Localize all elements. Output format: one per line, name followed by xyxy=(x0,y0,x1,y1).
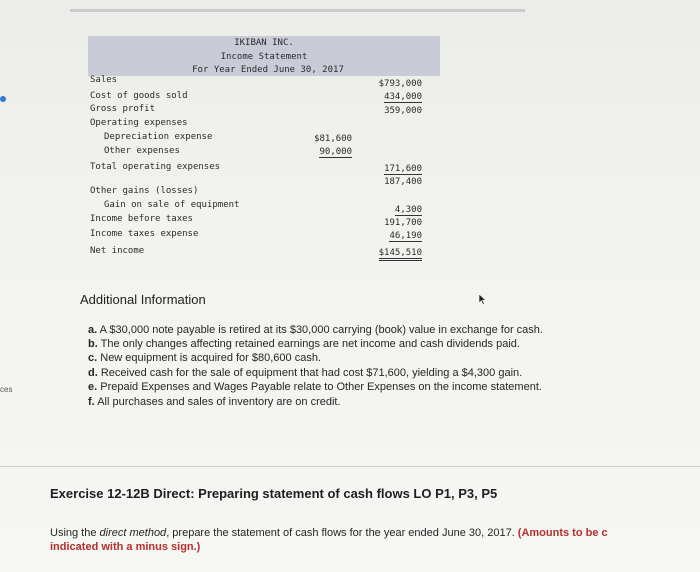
statement-period: For Year Ended June 30, 2017 xyxy=(192,65,344,75)
sales-amount: $793,000 xyxy=(378,79,422,89)
gain-sale-amount: 4,300 xyxy=(394,205,422,215)
exercise-instruction: Using the direct method, prepare the statement of cash flows for the year ended June 30, 2017. (Amounts to be c xyxy=(50,527,608,539)
exercise-instruction-note: indicated with a minus sign.) xyxy=(50,541,201,553)
income-before-taxes-label: Income before taxes xyxy=(90,214,193,224)
info-item-e: e. Prepaid Expenses and Wages Payable relate to Other Expenses on the income statement. xyxy=(88,381,542,393)
info-item-d: d. Received cash for the sale of equipment that had cost $71,600, yielding a $4,300 gain. xyxy=(88,367,523,379)
depreciation-label: Depreciation expense xyxy=(104,132,213,142)
info-item-f: f. All purchases and sales of inventory are on credit. xyxy=(88,396,341,408)
total-opex-label: Total operating expenses xyxy=(90,162,221,172)
income-tax-amount: 46,190 xyxy=(389,231,422,241)
info-item-c: c. New equipment is acquired for $80,600 cash. xyxy=(88,352,321,364)
other-expenses-label: Other expenses xyxy=(104,146,180,156)
operating-income-amount: 187,400 xyxy=(384,177,422,187)
net-income-amount: $145,510 xyxy=(360,248,422,258)
left-edge-fragment: ces xyxy=(0,385,13,394)
sales-label: Sales xyxy=(90,75,118,85)
income-statement xyxy=(0,0,700,280)
other-gains-heading: Other gains (losses) xyxy=(90,186,199,196)
statement-title: Income Statement xyxy=(220,52,308,62)
other-expenses-amount: 90,000 xyxy=(319,147,352,157)
gross-profit-label: Gross profit xyxy=(90,104,156,114)
company-name: IKIBAN INC. xyxy=(234,38,294,48)
pointer-cursor-icon xyxy=(478,293,487,305)
cogs-amount: 434,000 xyxy=(384,92,422,102)
income-tax-label: Income taxes expense xyxy=(90,229,199,239)
info-item-a: a. A $30,000 note payable is retired at its $30,000 carrying (book) value in exchange for cash. xyxy=(88,324,543,336)
gross-profit-amount: 359,000 xyxy=(384,106,422,116)
operating-expenses-heading: Operating expenses xyxy=(90,118,188,128)
income-before-taxes-amount: 191,700 xyxy=(384,218,422,228)
cogs-label: Cost of goods sold xyxy=(90,91,188,101)
depreciation-amount: $81,600 xyxy=(314,134,352,144)
gain-sale-label: Gain on sale of equipment xyxy=(104,200,240,210)
total-opex-amount: 171,600 xyxy=(384,164,422,174)
additional-info-title: Additional Information xyxy=(80,292,206,307)
exercise-title: Exercise 12-12B Direct: Preparing statement of cash flows LO P1, P3, P5 xyxy=(50,486,498,501)
net-income-label: Net income xyxy=(90,246,145,256)
info-item-b: b. The only changes affecting retained earnings are net income and cash dividends paid. xyxy=(88,338,520,350)
section-divider xyxy=(0,466,700,467)
